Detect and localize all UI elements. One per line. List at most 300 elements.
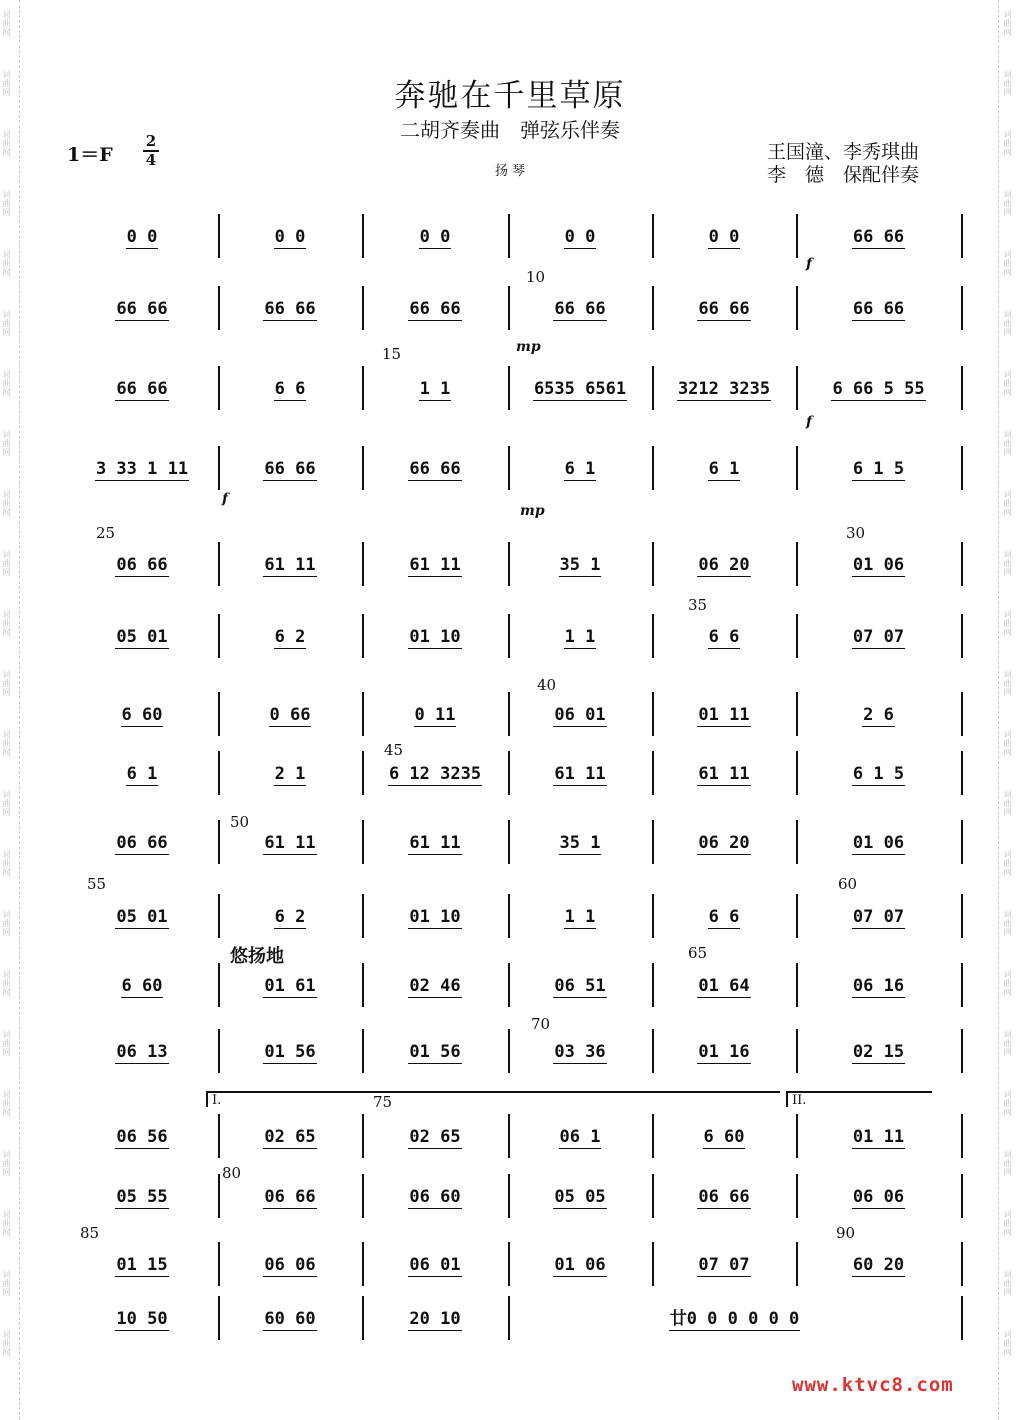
score-row [66, 218, 961, 278]
measure [362, 1178, 508, 1218]
measure-notes: 03 36 [554, 1042, 606, 1062]
watermark-text: 词曲网 [2, 1270, 11, 1297]
score-row [66, 450, 961, 510]
measure [796, 290, 961, 330]
measure-notes: 06 13 [116, 1042, 168, 1062]
measure-notes: 6 2 [274, 627, 306, 647]
instrument-label: 扬 琴 [495, 164, 526, 179]
measure [652, 696, 796, 736]
measure-notes: 60 20 [852, 1255, 905, 1275]
measure [362, 546, 508, 586]
watermark-text: 词曲网 [2, 850, 11, 877]
measure [652, 618, 796, 658]
measure-notes: 3 33 1 11 [95, 459, 189, 479]
measure [652, 1178, 796, 1218]
bar-number: 45 [384, 741, 404, 759]
measure [218, 696, 362, 736]
time-signature [143, 134, 159, 168]
measure-notes: 66 66 [852, 299, 905, 319]
measure-notes: 01 06 [852, 833, 905, 853]
measure-notes: 61 11 [409, 555, 461, 575]
bar-number: 80 [222, 1164, 242, 1182]
measure [652, 898, 796, 938]
measure-notes: 6 66 5 55 [832, 379, 925, 399]
watermark-text: 词曲网 [1003, 730, 1012, 757]
watermark-text: 词曲网 [1003, 10, 1012, 37]
watermark-text: 词曲网 [2, 610, 11, 637]
watermark-text: 词曲网 [2, 430, 11, 457]
measure [508, 290, 652, 330]
measure [796, 898, 961, 938]
watermark-text: 词曲网 [1003, 1030, 1012, 1057]
right-margin-strip [998, 0, 1020, 1420]
watermark-text: 词曲网 [2, 10, 11, 37]
barline [961, 214, 963, 258]
arranger-credit: 李 德 保配伴奏 [767, 164, 920, 186]
barline [961, 1242, 963, 1286]
measure-notes: 06 66 [264, 1187, 316, 1207]
watermark-text: 词曲网 [1003, 1150, 1012, 1177]
watermark-text: 词曲网 [1003, 130, 1012, 157]
bar-number: 30 [846, 524, 866, 542]
measure [796, 1246, 961, 1286]
measure-notes: 1 1 [564, 627, 596, 647]
measure-notes: 06 20 [698, 833, 750, 853]
measure-notes: 01 06 [554, 1255, 606, 1275]
watermark-text: 词曲网 [1003, 910, 1012, 937]
measure-notes: 10 50 [116, 1309, 168, 1329]
barline [961, 1174, 963, 1218]
bar-number: 65 [688, 944, 708, 962]
measure [218, 898, 362, 938]
measure-notes: 66 66 [264, 299, 316, 319]
measure [218, 546, 362, 586]
watermark-text: 词曲网 [1003, 670, 1012, 697]
measure-notes: 3212 3235 [677, 379, 771, 399]
score-row [66, 898, 961, 958]
measure-notes: 01 06 [852, 555, 905, 575]
watermark-text: 词曲网 [2, 910, 11, 937]
measure-notes: 66 66 [409, 299, 461, 319]
measure-notes: 06 20 [698, 555, 750, 575]
measure-notes: 0 0 [126, 227, 158, 247]
measure [66, 898, 218, 938]
key-signature: 1＝F [67, 144, 113, 166]
measure [508, 967, 652, 1007]
measure-notes: 01 56 [264, 1042, 316, 1062]
measure [796, 755, 961, 795]
measure-notes: 61 11 [264, 555, 316, 575]
dynamic-mp: mp [516, 339, 541, 355]
measure [66, 1300, 218, 1340]
measure-notes: 02 65 [409, 1127, 461, 1147]
measure [508, 1033, 652, 1073]
measure-notes: 06 06 [852, 1187, 905, 1207]
measure-notes: 66 66 [264, 459, 316, 479]
bar-number: 85 [80, 1224, 100, 1242]
measure [652, 755, 796, 795]
barline [961, 366, 963, 410]
measure [362, 370, 508, 410]
measure-notes: 6 60 [121, 976, 163, 996]
measure [362, 1118, 508, 1158]
measure [362, 755, 508, 795]
measure-notes: 05 01 [116, 627, 168, 647]
measure-notes: 60 60 [264, 1309, 316, 1329]
score-row [66, 1033, 961, 1093]
watermark-text: 词曲网 [2, 730, 11, 757]
measure-notes: 6 6 [274, 379, 306, 399]
dynamic-f: f [806, 256, 813, 272]
measure-notes: 66 66 [852, 227, 905, 247]
measure [796, 824, 961, 864]
measure [66, 218, 218, 258]
measure [218, 1246, 362, 1286]
watermark-text: 词曲网 [1003, 550, 1012, 577]
measure-notes: 6 1 5 [852, 459, 905, 479]
measure [508, 1118, 652, 1158]
watermark-text: 词曲网 [2, 190, 11, 217]
measure-notes: 01 61 [264, 976, 316, 996]
measure-notes: 06 1 [559, 1127, 601, 1147]
measure [508, 618, 652, 658]
measure-notes: 0 0 [274, 227, 306, 247]
measure [796, 618, 961, 658]
watermark-text: 词曲网 [1003, 1210, 1012, 1237]
measure [218, 1033, 362, 1073]
measure [796, 450, 961, 490]
composer-credit: 王国潼、李秀琪曲 [767, 141, 920, 163]
bar-number: 60 [838, 875, 858, 893]
measure-notes: 07 07 [852, 627, 905, 647]
barline [961, 1029, 963, 1073]
score-row [66, 618, 961, 678]
bar-number: 75 [373, 1093, 393, 1111]
measure [508, 218, 652, 258]
watermark-text: 词曲网 [1003, 1330, 1012, 1357]
measure [508, 824, 652, 864]
measure-notes: 07 07 [698, 1255, 750, 1275]
measure-notes: 0 11 [414, 705, 456, 725]
measure [652, 546, 796, 586]
measure-notes: 6535 6561 [533, 379, 627, 399]
measure [796, 1118, 961, 1158]
dynamic-f: f [806, 414, 813, 430]
measure-notes: 6 1 [564, 459, 596, 479]
measure [218, 218, 362, 258]
watermark-text: 词曲网 [2, 370, 11, 397]
measure [796, 696, 961, 736]
measure-notes: 0 66 [269, 705, 311, 725]
left-margin-strip [0, 0, 20, 1420]
measure [66, 618, 218, 658]
watermark-text: 词曲网 [1003, 250, 1012, 277]
measure [652, 218, 796, 258]
measure-notes: 61 11 [409, 833, 461, 853]
bar-number: 25 [96, 524, 116, 542]
measure-notes: 05 05 [554, 1187, 606, 1207]
bar-number: 15 [382, 345, 402, 363]
bar-number: 10 [526, 268, 546, 286]
measure [66, 290, 218, 330]
watermark-text: 词曲网 [1003, 1090, 1012, 1117]
watermark-text: 词曲网 [2, 250, 11, 277]
bar-number: 90 [836, 1224, 856, 1242]
score-row [66, 1246, 961, 1306]
measure-notes: 02 65 [264, 1127, 316, 1147]
measure [362, 824, 508, 864]
measure [652, 1033, 796, 1073]
time-signature-top: 2 [145, 132, 157, 150]
measure-notes: 01 10 [409, 907, 461, 927]
measure [796, 967, 961, 1007]
bar-number: 40 [537, 676, 557, 694]
measure-notes: 0 0 [419, 227, 451, 247]
measure-notes: 66 66 [698, 299, 750, 319]
measure-notes: 6 1 5 [852, 764, 905, 784]
watermark-text: 词曲网 [2, 670, 11, 697]
watermark-text: 词曲网 [2, 550, 11, 577]
measure [508, 898, 652, 938]
measure-notes: 1 1 [564, 907, 596, 927]
measure [218, 450, 362, 490]
dynamic-mp: mp [520, 503, 545, 519]
measure-notes: 01 15 [116, 1255, 168, 1275]
watermark-text: 词曲网 [2, 970, 11, 997]
barline [961, 820, 963, 864]
measure-notes: 01 16 [698, 1042, 750, 1062]
watermark-text: 词曲网 [1003, 790, 1012, 817]
score-row [66, 824, 961, 884]
watermark-text: 词曲网 [1003, 430, 1012, 457]
measure [362, 450, 508, 490]
first-ending-label: I. [212, 1093, 222, 1108]
measure-notes: 20 10 [409, 1309, 461, 1329]
measure-notes: 06 01 [554, 705, 606, 725]
measure-notes: 01 11 [852, 1127, 905, 1147]
measure-notes: 06 51 [554, 976, 606, 996]
watermark-text: 词曲网 [2, 790, 11, 817]
measure [362, 218, 508, 258]
measure-notes: 35 1 [559, 833, 601, 853]
barline [961, 1296, 963, 1340]
measure [66, 1246, 218, 1286]
score-row [66, 1300, 961, 1360]
measure-notes: 廿0 0 0 0 0 0 [669, 1309, 800, 1329]
watermark-text: 词曲网 [1003, 70, 1012, 97]
watermark-text: 词曲网 [1003, 310, 1012, 337]
website-watermark: www.ktvc8.com [792, 1374, 954, 1396]
watermark-text: 词曲网 [2, 1030, 11, 1057]
measure [362, 1033, 508, 1073]
measure [66, 967, 218, 1007]
score-row [66, 1178, 961, 1238]
watermark-text: 词曲网 [1003, 370, 1012, 397]
measure [796, 370, 961, 410]
measure-notes: 06 01 [409, 1255, 461, 1275]
measure [218, 755, 362, 795]
measure-notes: 66 66 [116, 379, 168, 399]
second-ending-bracket [786, 1091, 932, 1107]
measure-notes: 6 1 [126, 764, 158, 784]
watermark-text: 词曲网 [1003, 190, 1012, 217]
measure [218, 1300, 362, 1340]
measure [66, 755, 218, 795]
measure-notes: 0 0 [708, 227, 740, 247]
dynamic-f: f [222, 491, 229, 507]
barline [961, 963, 963, 1007]
score-row [66, 696, 961, 756]
measure [362, 1246, 508, 1286]
score-title: 奔驰在千里草原 [394, 78, 626, 114]
measure-notes: 61 11 [264, 833, 316, 853]
measure [508, 370, 652, 410]
watermark-text: 词曲网 [2, 310, 11, 337]
measure [508, 1178, 652, 1218]
measure [508, 546, 652, 586]
bar-number: 70 [531, 1015, 551, 1033]
measure-notes: 6 12 3235 [388, 764, 482, 784]
measure [66, 546, 218, 586]
measure [218, 370, 362, 410]
measure [362, 618, 508, 658]
measure-notes: 05 01 [116, 907, 168, 927]
measure-notes: 6 6 [708, 627, 740, 647]
time-signature-bottom: 4 [145, 151, 157, 169]
measure [218, 967, 362, 1007]
measure-notes: 01 10 [409, 627, 461, 647]
measure-notes: 61 11 [554, 764, 606, 784]
measure-notes: 07 07 [852, 907, 905, 927]
measure [508, 696, 652, 736]
measure-notes: 06 16 [852, 976, 905, 996]
barline [961, 286, 963, 330]
measure-notes: 02 46 [409, 976, 461, 996]
measure-notes: 6 6 [708, 907, 740, 927]
measure [508, 450, 652, 490]
measure [218, 618, 362, 658]
measure-notes: 6 60 [121, 705, 163, 725]
score-row [66, 370, 961, 430]
measure-notes: 06 66 [698, 1187, 750, 1207]
measure-notes: 06 56 [116, 1127, 168, 1147]
measure-notes: 01 11 [698, 705, 750, 725]
measure [362, 696, 508, 736]
bar-number: 35 [688, 596, 708, 614]
expression-mark: 悠扬地 [230, 946, 284, 967]
watermark-text: 词曲网 [2, 1210, 11, 1237]
measure [66, 450, 218, 490]
measure [66, 824, 218, 864]
barline [961, 894, 963, 938]
measure [796, 218, 961, 258]
measure [652, 967, 796, 1007]
watermark-text: 词曲网 [2, 490, 11, 517]
watermark-text: 词曲网 [2, 130, 11, 157]
second-ending-label: II. [792, 1093, 807, 1108]
watermark-text: 词曲网 [1003, 1270, 1012, 1297]
measure [218, 1178, 362, 1218]
measure-notes: 66 66 [409, 459, 461, 479]
watermark-text: 词曲网 [2, 1090, 11, 1117]
score-row [66, 1118, 961, 1178]
watermark-text: 词曲网 [2, 1330, 11, 1357]
measure-notes: 01 56 [409, 1042, 461, 1062]
measure-notes: 2 1 [274, 764, 306, 784]
measure-notes: 6 60 [703, 1127, 745, 1147]
measure [66, 1033, 218, 1073]
measure-notes: 61 11 [698, 764, 750, 784]
measure-notes: 6 2 [274, 907, 306, 927]
measure [652, 450, 796, 490]
barline [961, 751, 963, 795]
measure-notes: 2 6 [863, 705, 894, 725]
measure [796, 1178, 961, 1218]
barline [961, 446, 963, 490]
measure-notes: 06 66 [116, 833, 168, 853]
barline [961, 614, 963, 658]
measure [218, 1118, 362, 1158]
measure-notes: 06 06 [264, 1255, 316, 1275]
measure [66, 370, 218, 410]
measure [362, 967, 508, 1007]
measure [66, 1178, 218, 1218]
watermark-text: 词曲网 [2, 70, 11, 97]
score-row [66, 967, 961, 1027]
measure-notes: 05 55 [116, 1187, 168, 1207]
measure [652, 1118, 796, 1158]
measure-notes: 1 1 [419, 379, 451, 399]
measure-notes: 0 0 [564, 227, 596, 247]
score-row [66, 755, 961, 815]
bar-number: 55 [87, 875, 107, 893]
bar-number: 50 [230, 813, 250, 831]
barline [961, 542, 963, 586]
measure [362, 898, 508, 938]
measure [66, 1118, 218, 1158]
measure-notes: 01 64 [698, 976, 750, 996]
watermark-text: 词曲网 [1003, 490, 1012, 517]
barline [961, 1114, 963, 1158]
measure [652, 1246, 796, 1286]
measure [652, 290, 796, 330]
measure [66, 696, 218, 736]
measure-notes: 06 60 [409, 1187, 461, 1207]
measure [796, 546, 961, 586]
measure [652, 824, 796, 864]
measure [508, 1246, 652, 1286]
first-ending-bracket [206, 1091, 780, 1107]
measure [508, 1300, 961, 1340]
measure [218, 290, 362, 330]
measure-notes: 06 66 [116, 555, 168, 575]
measure [362, 1300, 508, 1340]
watermark-text: 词曲网 [1003, 850, 1012, 877]
measure-notes: 35 1 [559, 555, 601, 575]
measure [652, 370, 796, 410]
measure [362, 290, 508, 330]
barline [961, 692, 963, 736]
measure [796, 1033, 961, 1073]
watermark-text: 词曲网 [1003, 610, 1012, 637]
watermark-text: 词曲网 [2, 1150, 11, 1177]
measure-notes: 66 66 [554, 299, 606, 319]
score-subtitle: 二胡齐奏曲 弹弦乐伴奏 [400, 118, 620, 142]
measure-notes: 02 15 [852, 1042, 905, 1062]
score-row [66, 290, 961, 350]
measure [508, 755, 652, 795]
measure-notes: 66 66 [116, 299, 168, 319]
